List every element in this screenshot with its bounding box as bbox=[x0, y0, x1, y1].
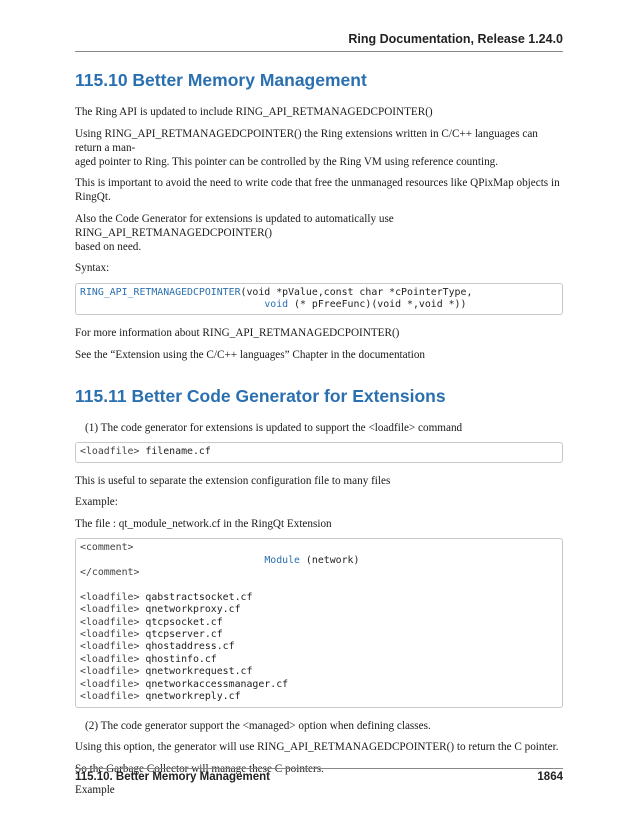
paragraph: Using RING_API_RETMANAGEDCPOINTER() the Ring extensions written in C/C++ languages can return a man- aged pointer to Ring. This pointer can be controlled by the Ring VM using reference counting. bbox=[75, 127, 538, 168]
list-item: (2) The code generator support the <managed> option when defining classes. bbox=[85, 719, 431, 732]
page-number: 1864 bbox=[537, 771, 563, 783]
code-block-loadfile: <loadfile> filename.cf bbox=[75, 442, 563, 462]
page-content bbox=[75, 70, 563, 805]
list-item: (1) The code generator for extensions is updated to support the <loadfile> command bbox=[85, 421, 463, 434]
paragraph: The Ring API is updated to include RING_API_RETMANAGEDCPOINTER() bbox=[75, 106, 433, 118]
footer-divider bbox=[75, 768, 563, 769]
paragraph: Using this option, the generator will use RING_API_RETMANAGEDCPOINTER() to return the C pointer. bbox=[75, 741, 559, 753]
example-label: Example bbox=[75, 784, 115, 796]
code-block-network: <comment> Module (network) </comment> <loadfile> qabstractsocket.cf <loadfile> qnetworkproxy.cf <loadfile> qtcpsocket.cf <loadfile> qtcpserver.cf <loadfile> qhostaddress.cf <loadfile> qhostinfo.cf <loadfile> qnetworkrequest.cf <loadfile> qnetworkaccessmanager.cf <loadfile> qnetworkreply.cf bbox=[75, 538, 563, 707]
paragraph: So the Garbage Collector will manage these C pointers. bbox=[75, 762, 324, 775]
section-heading-codegen: 115.11 Better Code Generator for Extensions bbox=[75, 385, 446, 406]
paragraph: This is useful to separate the extension configuration file to many files bbox=[75, 474, 391, 487]
paragraph: See the “Extension using the C/C++ languages” Chapter in the documentation bbox=[75, 348, 426, 361]
code-function-name: RING_API_RETMANAGEDCPOINTER bbox=[80, 286, 241, 298]
paragraph: For more information about RING_API_RETMANAGEDCPOINTER() bbox=[75, 327, 400, 340]
paragraph: The file : qt_module_network.cf in the RingQt Extension bbox=[75, 517, 332, 530]
page-footer bbox=[75, 771, 563, 783]
example-label: Example: bbox=[75, 496, 118, 509]
code-keyword: void bbox=[264, 298, 289, 310]
footer-section-title: 115.10. Better Memory Management bbox=[75, 771, 270, 783]
header-divider bbox=[75, 51, 563, 52]
syntax-label: Syntax: bbox=[75, 262, 110, 274]
page-header: Ring Documentation, Release 1.24.0 bbox=[348, 32, 563, 46]
code-block-syntax: RING_API_RETMANAGEDCPOINTER(void *pValue,const char *cPointerType, void (* pFreeFunc)(void *,void *)) bbox=[75, 283, 563, 316]
section-heading-memory: 115.10 Better Memory Management bbox=[75, 70, 367, 90]
paragraph: This is important to avoid the need to write code that free the unmanaged resources like QPixMap objects in RingQt. bbox=[75, 177, 560, 203]
paragraph: Also the Code Generator for extensions is updated to automatically use RING_API_RETMANAGEDCPOINTER() based on need. bbox=[75, 212, 394, 253]
